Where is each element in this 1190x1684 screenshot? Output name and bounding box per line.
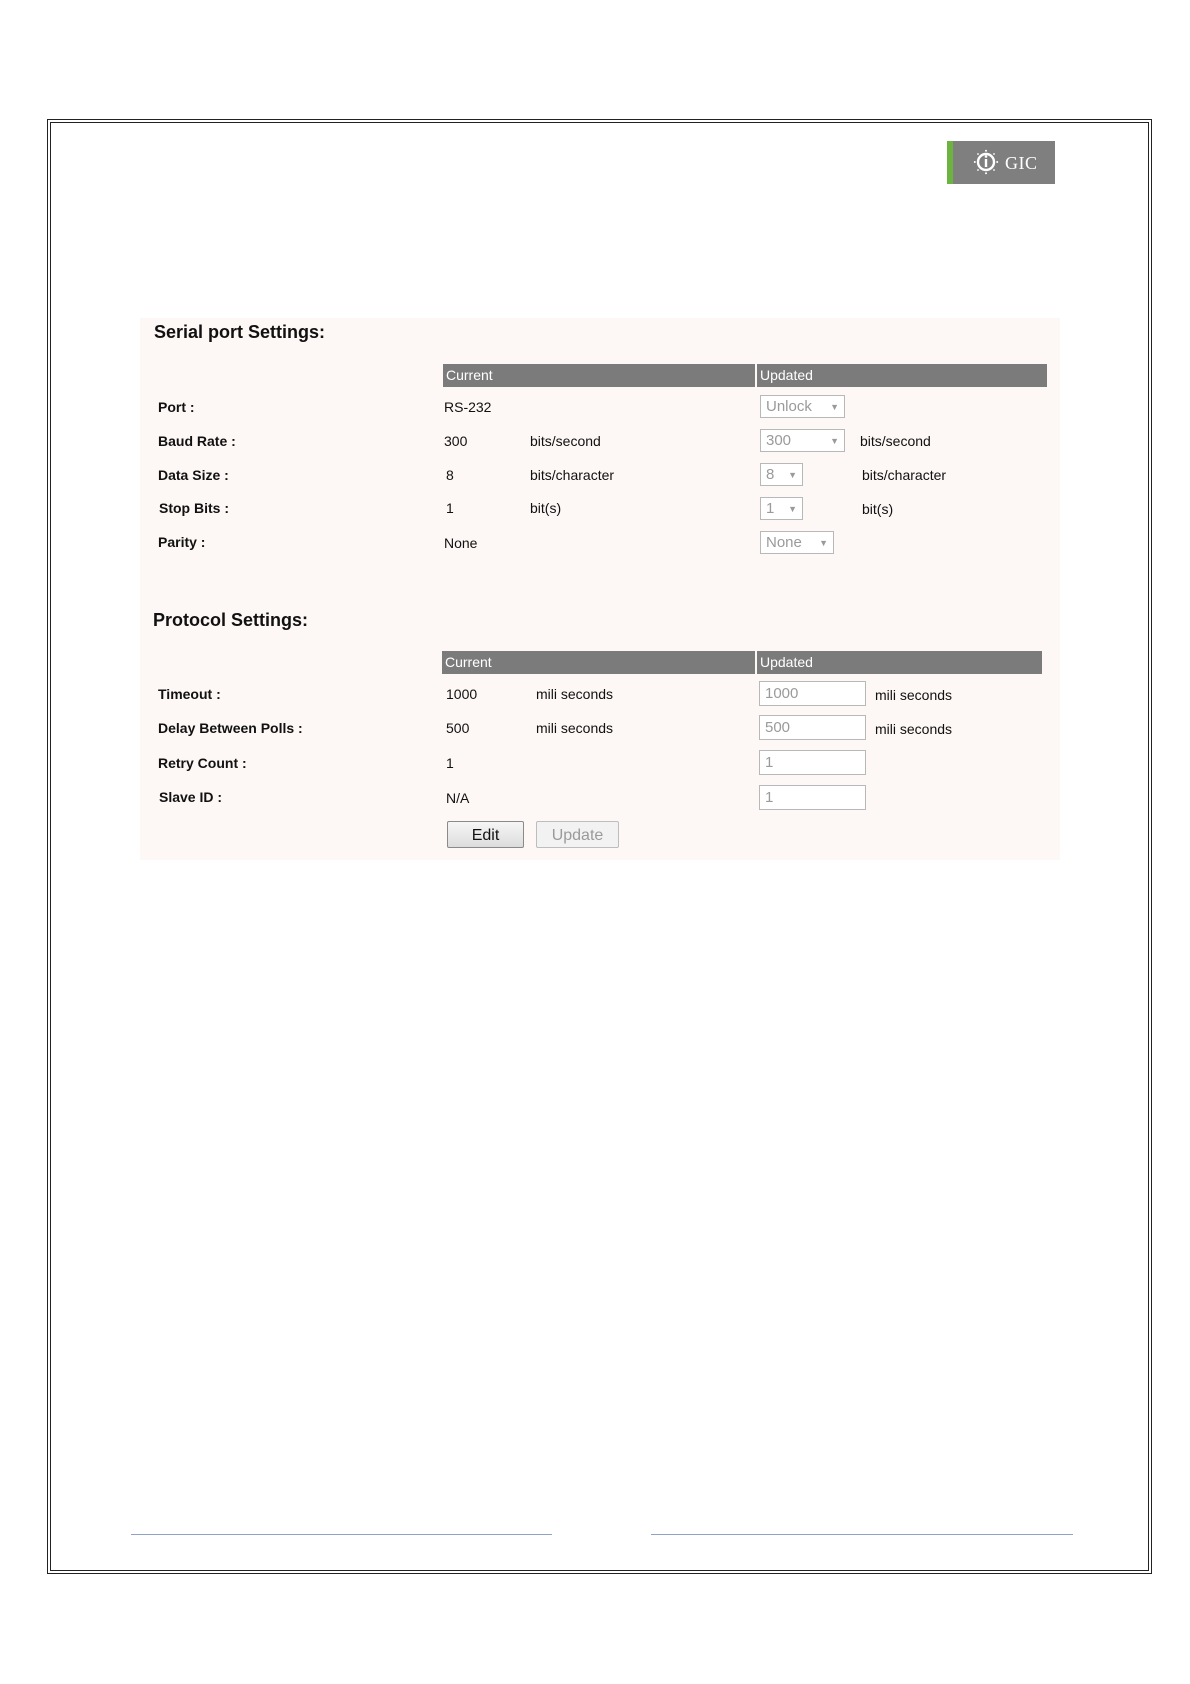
delay-between-polls-updated-unit: mili seconds <box>875 721 953 737</box>
data-size-select[interactable] <box>760 463 803 486</box>
delay-between-polls-current-value: 500 <box>446 720 470 736</box>
stop-bits-updated-unit: bit(s) <box>862 501 894 517</box>
protocol-settings-title: Protocol Settings: <box>153 610 309 630</box>
timeout-input[interactable]: 1000 <box>759 681 866 706</box>
chevron-down-icon: ▼ <box>788 470 797 480</box>
edit-button[interactable]: Edit <box>447 821 524 848</box>
parity-select[interactable] <box>760 531 834 554</box>
slave-id-label: Slave ID : <box>159 789 223 805</box>
baud-rate-updated-unit: bits/second <box>860 433 931 449</box>
data-size-select-value: 8 <box>766 466 775 483</box>
chevron-down-icon: ▼ <box>830 402 839 412</box>
timeout-updated-unit: mili seconds <box>875 687 953 703</box>
port-label: Port : <box>158 399 195 415</box>
baud-rate-select[interactable] <box>760 429 845 452</box>
settings-panel <box>140 318 1060 860</box>
data-size-current-unit: bits/character <box>530 467 615 483</box>
delay-between-polls-label: Delay Between Polls : <box>158 720 303 736</box>
stop-bits-current-value: 1 <box>446 500 454 516</box>
stop-bits-label: Stop Bits : <box>159 500 229 516</box>
baud-rate-select-value: 300 <box>766 432 792 449</box>
port-select-value: Unlock <box>766 398 812 415</box>
footer-line-right <box>651 1534 1073 1535</box>
serial-settings-title: Serial port Settings: <box>154 322 326 342</box>
data-size-current-value: 8 <box>446 467 454 483</box>
timeout-label: Timeout : <box>158 686 221 702</box>
gic-emblem-icon <box>973 149 999 175</box>
parity-label: Parity : <box>158 534 206 550</box>
chevron-down-icon: ▼ <box>830 436 839 446</box>
logo-text: GIC <box>1005 153 1038 173</box>
gic-logo <box>947 141 1055 184</box>
chevron-down-icon: ▼ <box>788 504 797 514</box>
chevron-down-icon: ▼ <box>819 538 828 548</box>
parity-current-value: None <box>444 535 478 551</box>
footer-line-left <box>131 1534 552 1535</box>
serial-header-updated: Updated <box>757 364 1047 387</box>
delay-between-polls-input[interactable]: 500 <box>759 715 866 740</box>
retry-count-input[interactable]: 1 <box>759 750 866 775</box>
logo-accent-bar <box>947 141 953 184</box>
stop-bits-select-value: 1 <box>766 500 775 517</box>
parity-select-value: None <box>766 534 802 551</box>
baud-rate-label: Baud Rate : <box>158 433 236 449</box>
baud-rate-current-value: 300 <box>444 433 468 449</box>
retry-count-current-value: 1 <box>446 755 454 771</box>
port-current-value: RS-232 <box>444 399 492 415</box>
protocol-header-current: Current <box>442 651 755 674</box>
delay-between-polls-current-unit: mili seconds <box>536 720 614 736</box>
data-size-updated-unit: bits/character <box>862 467 947 483</box>
data-size-label: Data Size : <box>158 467 229 483</box>
baud-rate-current-unit: bits/second <box>530 433 601 449</box>
stop-bits-current-unit: bit(s) <box>530 500 562 516</box>
slave-id-current-value: N/A <box>446 790 470 806</box>
stop-bits-select[interactable] <box>760 497 803 520</box>
port-select[interactable] <box>760 395 845 418</box>
timeout-current-value: 1000 <box>446 686 478 702</box>
serial-header-current: Current <box>443 364 755 387</box>
slave-id-input[interactable]: 1 <box>759 785 866 810</box>
protocol-header-updated: Updated <box>757 651 1042 674</box>
update-button[interactable]: Update <box>536 821 619 848</box>
retry-count-label: Retry Count : <box>158 755 247 771</box>
timeout-current-unit: mili seconds <box>536 686 614 702</box>
